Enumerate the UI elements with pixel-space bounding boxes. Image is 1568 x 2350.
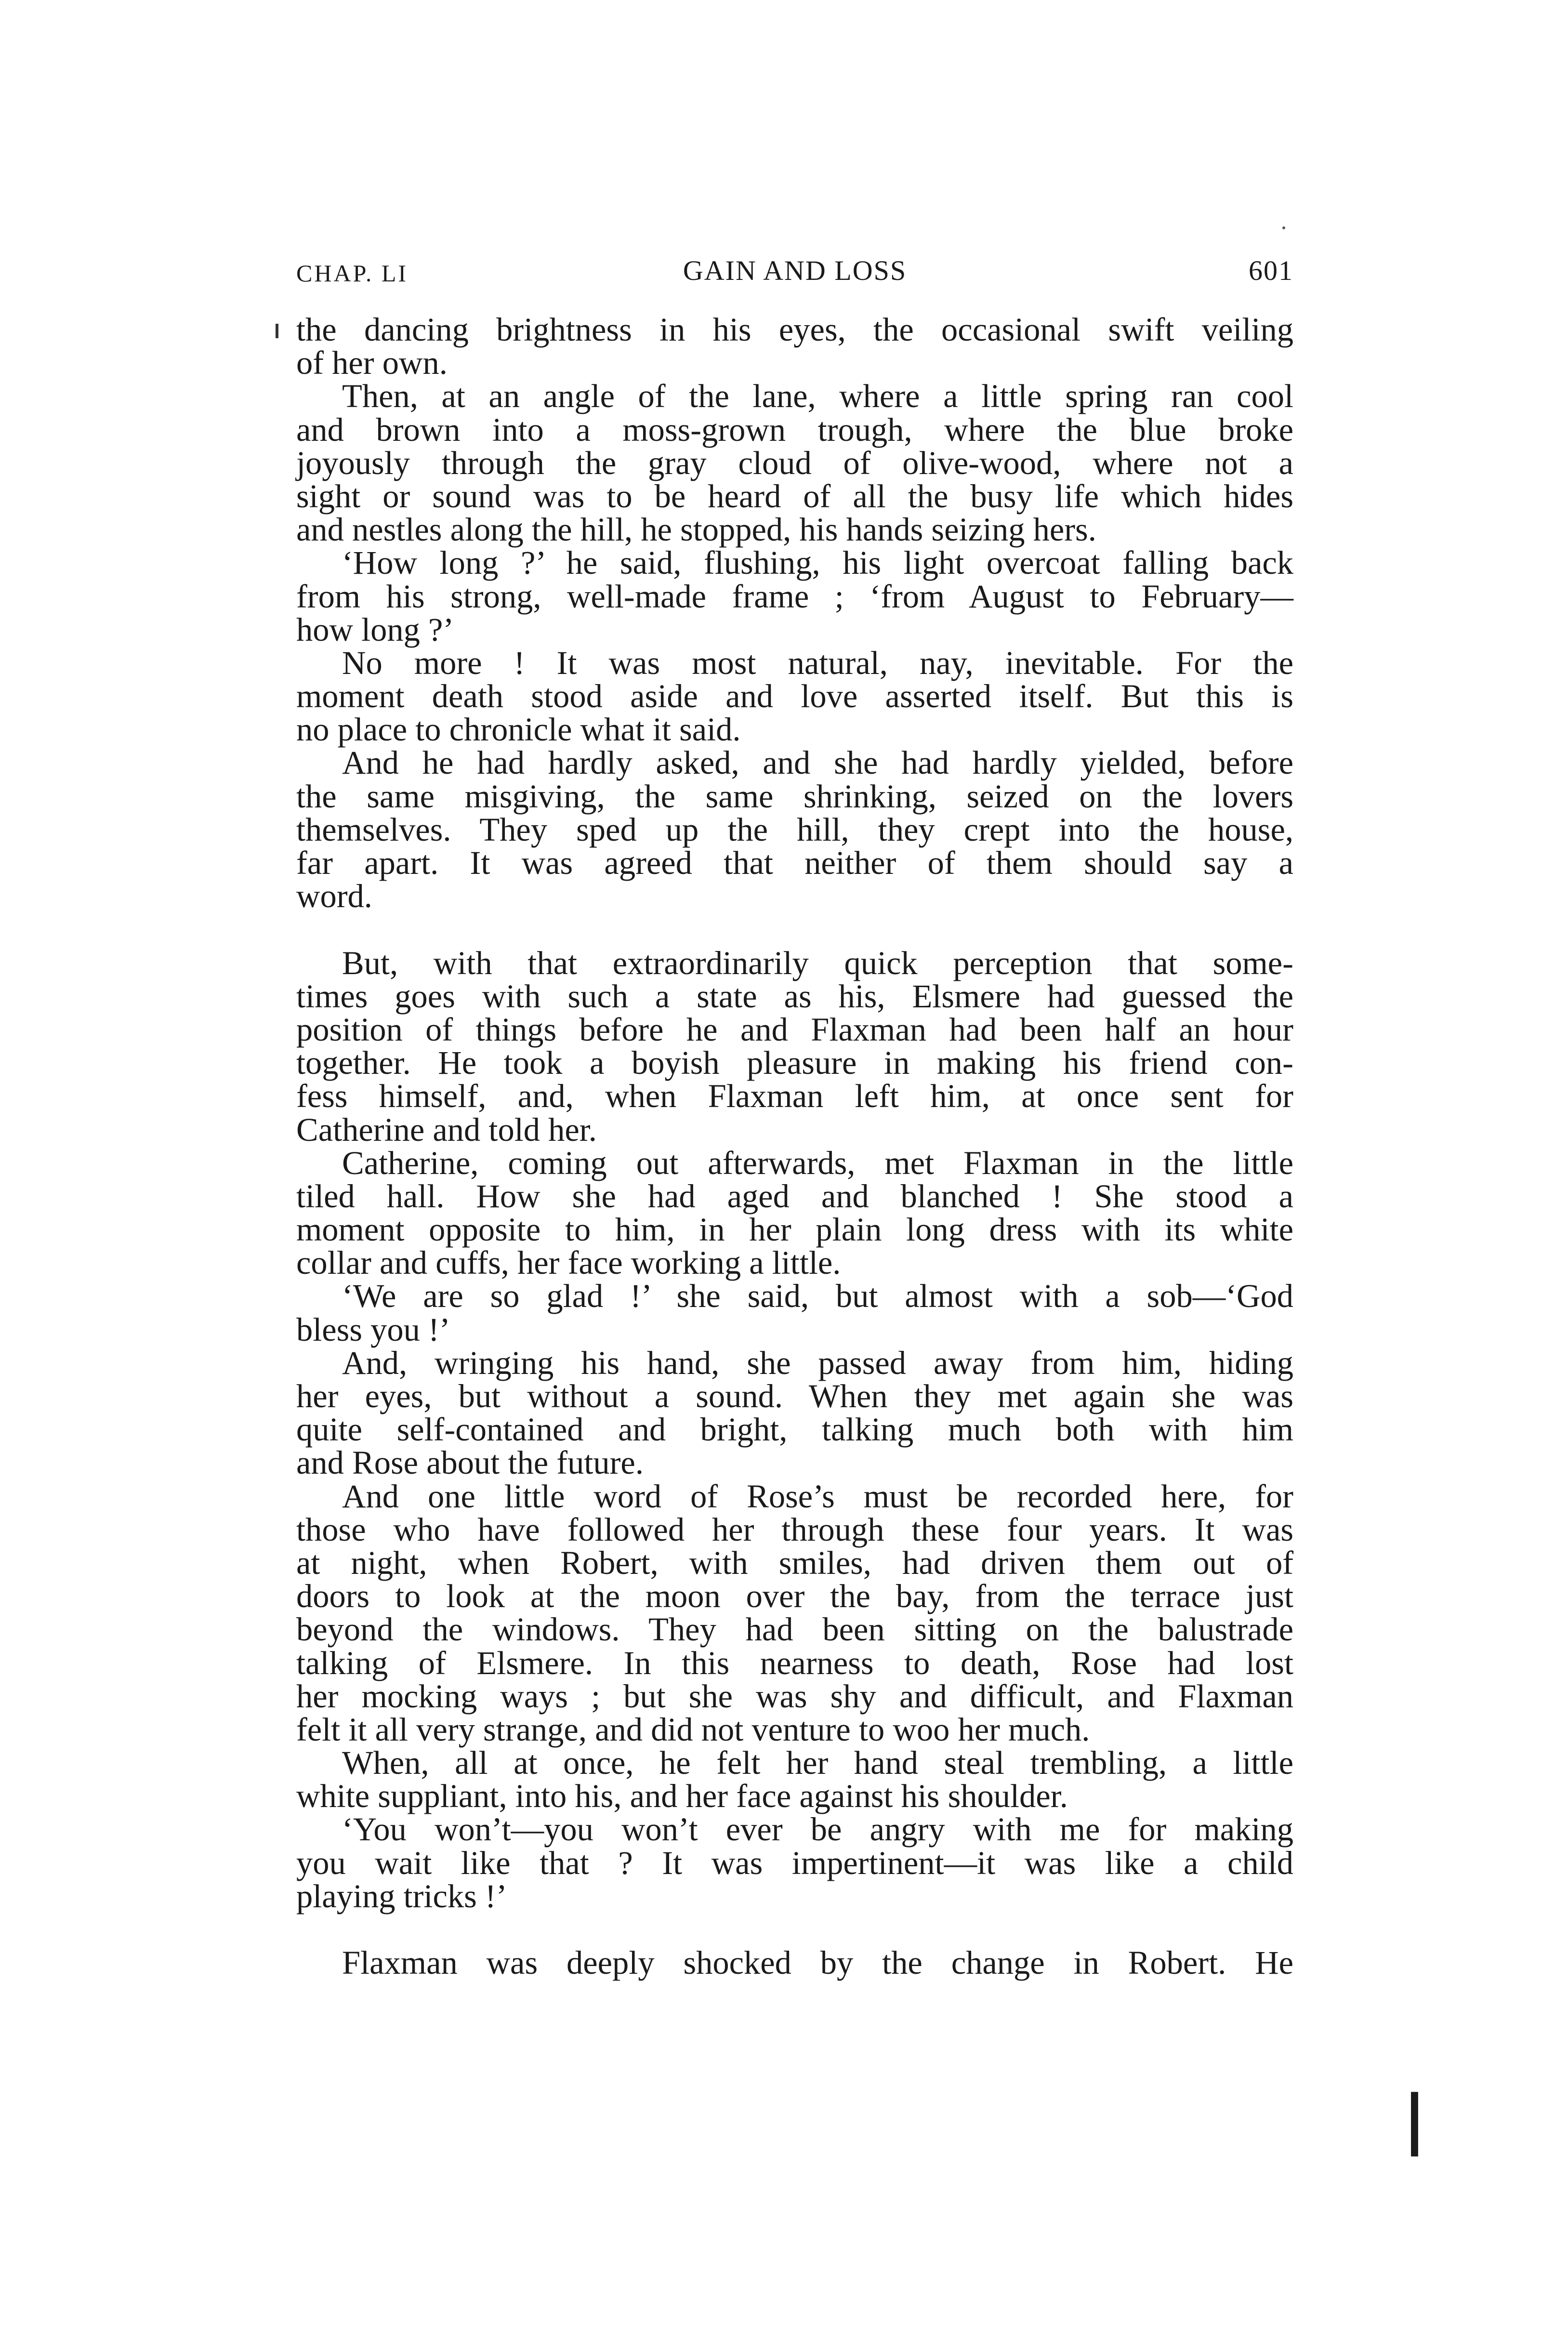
text-line: position of things before he and Flaxman had been half an hour	[296, 1011, 1293, 1048]
text-line: and Rose about the future.	[296, 1444, 644, 1481]
body-text	[296, 313, 1293, 1980]
page-number: 601	[1249, 255, 1293, 286]
text-line: No more ! It was most natural, nay, inevitable. For the	[342, 644, 1293, 681]
text-line: fess himself, and, when Flaxman left him, at once sent for	[296, 1078, 1293, 1115]
text-line: quite self-contained and bright, talking much both with him	[296, 1411, 1293, 1448]
text-line: word.	[296, 878, 372, 915]
chapter-title: GAIN AND LOSS	[683, 255, 907, 286]
text-line: playing tricks !’	[296, 1877, 507, 1914]
text-line: those who have followed her through these four years. It was	[296, 1511, 1293, 1548]
text-line: Catherine, coming out afterwards, met Flaxman in the little	[342, 1144, 1293, 1181]
chapter-label: CHAP. LI	[296, 260, 408, 287]
text-line: Flaxman was deeply shocked by the change in Robert. He	[342, 1944, 1293, 1981]
text-line: talking of Elsmere. In this nearness to death, Rose had lost	[296, 1644, 1293, 1681]
text-line: tiled hall. How she had aged and blanched ! She stood a	[296, 1177, 1293, 1215]
text-line: the dancing brightness in his eyes, the occasional swift veiling	[296, 311, 1293, 348]
text-line: collar and cuffs, her face working a little.	[296, 1244, 841, 1281]
text-line: And one little word of Rose’s must be recorded here, for	[342, 1478, 1293, 1515]
corner-mark: ❘	[1388, 2085, 1441, 2154]
text-line: Catherine and told her.	[296, 1111, 597, 1148]
text-line: joyously through the gray cloud of olive-wood, where not a	[296, 444, 1293, 481]
text-line: her eyes, but without a sound. When they met again she was	[296, 1378, 1293, 1414]
text-line: doors to look at the moon over the bay, from the terrace just	[296, 1578, 1293, 1615]
section-break	[296, 1913, 1293, 1946]
text-line: ‘You won’t—you won’t ever be angry with me for making	[342, 1811, 1293, 1848]
text-line: and nestles along the hill, he stopped, his hands seizing hers.	[296, 511, 1096, 548]
text-line: moment opposite to him, in her plain long dress with its white	[296, 1211, 1293, 1248]
text-line: But, with that extraordinarily quick perception that some-	[342, 944, 1293, 981]
running-head	[296, 254, 1293, 298]
text-line: white suppliant, into his, and her face against his shoulder.	[296, 1778, 1068, 1815]
text-line: no place to chronicle what it said.	[296, 711, 741, 748]
text-line: And, wringing his hand, she passed away from him, hiding	[342, 1344, 1293, 1381]
text-line: the same misgiving, the same shrinking, seized on the lovers	[296, 778, 1293, 815]
text-line: ‘How long ?’ he said, flushing, his light overcoat falling back	[342, 544, 1293, 581]
text-line: themselves. They sped up the hill, they crept into the house,	[296, 811, 1293, 848]
speck-mark	[1282, 226, 1285, 229]
text-line: together. He took a boyish pleasure in making his friend con-	[296, 1044, 1293, 1082]
text-line: Then, at an angle of the lane, where a little spring ran cool	[342, 378, 1293, 415]
text-line: and brown into a moss-grown trough, where the blue broke	[296, 411, 1293, 448]
text-line: beyond the windows. They had been sitting on the balustrade	[296, 1611, 1293, 1648]
text-line: how long ?’	[296, 611, 454, 648]
text-line: from his strong, well-made frame ; ‘from August to February—	[296, 578, 1293, 615]
text-line: moment death stood aside and love asserted itself. But this is	[296, 678, 1293, 715]
text-line: And he had hardly asked, and she had hardly yielded, before	[342, 744, 1293, 781]
text-line: ‘We are so glad !’ she said, but almost with a sob—‘God	[342, 1278, 1293, 1315]
text-line: bless you !’	[296, 1311, 450, 1348]
text-line: at night, when Robert, with smiles, had driven them out of	[296, 1544, 1293, 1581]
margin-mark	[276, 324, 278, 338]
text-line: felt it all very strange, and did not venture to woo her much.	[296, 1711, 1090, 1748]
text-line: of her own.	[296, 344, 448, 382]
text-line: times goes with such a state as his, Elsmere had guessed the	[296, 977, 1293, 1015]
text-line: far apart. It was agreed that neither of them should say a	[296, 845, 1293, 881]
text-line: her mocking ways ; but she was shy and difficult, and Flaxman	[296, 1677, 1293, 1715]
section-break	[296, 913, 1293, 946]
text-line: sight or sound was to be heard of all the busy life which hides	[296, 477, 1293, 515]
text-line: When, all at once, he felt her hand steal trembling, a little	[342, 1744, 1293, 1782]
text-line: you wait like that ? It was impertinent—it was like a child	[296, 1844, 1293, 1881]
